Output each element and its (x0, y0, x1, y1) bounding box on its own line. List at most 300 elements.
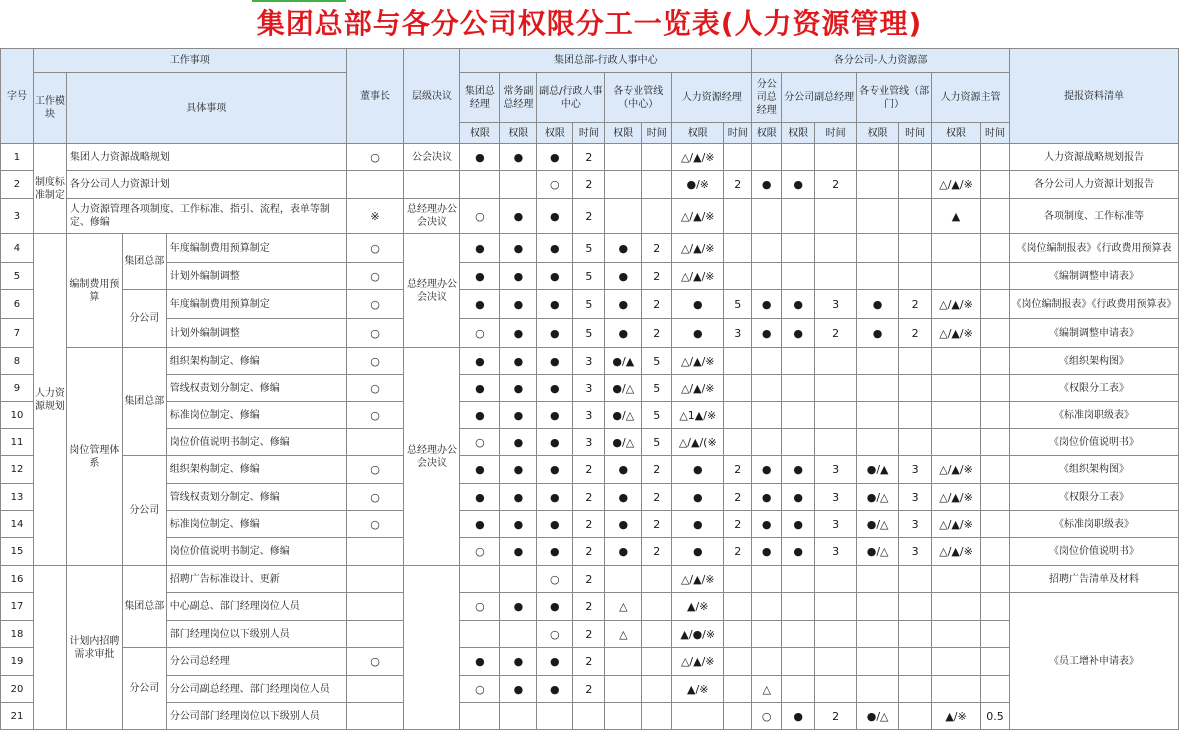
doc-list-cell: 《权限分工表》 (1010, 484, 1179, 511)
row-number: 18 (1, 621, 34, 648)
specific-item: 管线权责划分制定、修编 (166, 375, 346, 402)
cell-c1: ● (460, 402, 500, 429)
table-row (1, 511, 1179, 538)
cell-c9 (752, 566, 782, 593)
module-system-standards: 制度标准制定 (33, 144, 66, 234)
cell-c8 (724, 402, 752, 429)
cell-c15 (981, 319, 1010, 348)
cell-c14: △/▲/※ (932, 171, 981, 199)
cell-c11: 2 (815, 319, 857, 348)
cell-c5: ● (605, 234, 642, 263)
cell-c7: ● (672, 511, 724, 538)
cell-c2: ● (500, 290, 537, 319)
cell-c3: ● (537, 511, 573, 538)
level-resolution (404, 171, 460, 199)
cell-c15 (981, 648, 1010, 676)
specific-item: 集团人力资源战略规划 (66, 144, 346, 171)
org-branch-position: 分公司 (122, 456, 166, 566)
cell-c9 (752, 621, 782, 648)
cell-c7: ● (672, 319, 724, 348)
cell-c4: 2 (573, 621, 605, 648)
row-number: 11 (1, 429, 34, 456)
chairman-authority (346, 566, 404, 593)
cell-c1: ● (460, 456, 500, 484)
cell-c5: ● (605, 319, 642, 348)
cell-c6: 2 (642, 234, 672, 263)
cell-c3: ● (537, 199, 573, 234)
cell-c6 (642, 676, 672, 703)
cell-c13: 3 (899, 456, 932, 484)
cell-c10 (782, 676, 815, 703)
row-number: 20 (1, 676, 34, 703)
cell-c12 (857, 171, 899, 199)
cell-c6: 2 (642, 319, 672, 348)
cell-c5: ● (605, 263, 642, 290)
cell-c5: △ (605, 621, 642, 648)
cell-c8 (724, 566, 752, 593)
cell-c12 (857, 234, 899, 263)
cell-c10: ● (782, 456, 815, 484)
cell-c9: ● (752, 319, 782, 348)
cell-c7: ●/※ (672, 171, 724, 199)
cell-c7: ● (672, 290, 724, 319)
cell-c11 (815, 375, 857, 402)
cell-c3: ● (537, 290, 573, 319)
cell-c10 (782, 234, 815, 263)
cell-c7: ▲/※ (672, 676, 724, 703)
cell-c3: ● (537, 676, 573, 703)
cell-c5: ●/△ (605, 402, 642, 429)
cell-c6: 5 (642, 375, 672, 402)
header-authority: 权限 (782, 123, 815, 144)
cell-c13 (899, 263, 932, 290)
cell-c13 (899, 234, 932, 263)
cell-c10 (782, 402, 815, 429)
cell-c6 (642, 648, 672, 676)
cell-c11 (815, 566, 857, 593)
table-row (1, 593, 1179, 621)
cell-c7: △/▲/※ (672, 648, 724, 676)
cell-c8: 2 (724, 171, 752, 199)
cell-c13 (899, 199, 932, 234)
cell-c12 (857, 648, 899, 676)
header-authority: 权限 (857, 123, 899, 144)
doc-list-cell: 《权限分工表》 (1010, 375, 1179, 402)
cell-c3: ● (537, 456, 573, 484)
table-row (1, 456, 1179, 484)
table-row (1, 621, 1179, 648)
cell-c1: ● (460, 234, 500, 263)
chairman-authority (346, 676, 404, 703)
table-row (1, 703, 1179, 730)
cell-c5: ●/△ (605, 429, 642, 456)
row-number: 1 (1, 144, 34, 171)
chairman-authority: ○ (346, 375, 404, 402)
cell-c8 (724, 375, 752, 402)
cell-c1: ○ (460, 593, 500, 621)
cell-c6 (642, 566, 672, 593)
cell-c1: ○ (460, 199, 500, 234)
cell-c14 (932, 375, 981, 402)
cell-c9 (752, 263, 782, 290)
cell-c7: △/▲/※ (672, 566, 724, 593)
cell-c4: 2 (573, 199, 605, 234)
cell-c10 (782, 593, 815, 621)
cell-c8 (724, 676, 752, 703)
row-number: 3 (1, 199, 34, 234)
row-number: 21 (1, 703, 34, 730)
cell-c2: ● (500, 456, 537, 484)
cell-c5 (605, 171, 642, 199)
cell-c12 (857, 375, 899, 402)
cell-c13 (899, 144, 932, 171)
specific-item: 年度编制费用预算制定 (166, 290, 346, 319)
module-blank (33, 566, 66, 730)
header-time: 时间 (573, 123, 605, 144)
cell-c14 (932, 234, 981, 263)
table-row (1, 144, 1179, 171)
cell-c6 (642, 621, 672, 648)
cell-c15 (981, 593, 1010, 621)
cell-c4: 5 (573, 263, 605, 290)
specific-item: 分公司副总经理、部门经理岗位人员 (166, 676, 346, 703)
cell-c8: 2 (724, 511, 752, 538)
specific-item: 管线权责划分制定、修编 (166, 484, 346, 511)
chairman-authority: ○ (346, 144, 404, 171)
specific-item: 各分公司人力资源计划 (66, 171, 346, 199)
cell-c5: ● (605, 538, 642, 566)
cell-c4: 3 (573, 402, 605, 429)
cell-c10 (782, 375, 815, 402)
cell-c5: ● (605, 456, 642, 484)
cell-c13 (899, 703, 932, 730)
cell-c7: △/▲/※ (672, 144, 724, 171)
header-doc-list: 提报资料清单 (1010, 49, 1179, 144)
cell-c13 (899, 348, 932, 375)
cell-c9 (752, 648, 782, 676)
header-level-resolution: 层级决议 (404, 49, 460, 144)
cell-c2: ● (500, 319, 537, 348)
cell-c14: △/▲/※ (932, 511, 981, 538)
chairman-authority: ○ (346, 348, 404, 375)
cell-c3 (537, 703, 573, 730)
cell-c15 (981, 621, 1010, 648)
cell-c2: ● (500, 593, 537, 621)
header-seq: 字号 (1, 49, 34, 144)
cell-c10: ● (782, 319, 815, 348)
cell-c9 (752, 234, 782, 263)
cell-c8 (724, 144, 752, 171)
cell-c10 (782, 199, 815, 234)
row-number: 4 (1, 234, 34, 263)
cell-c9: ● (752, 538, 782, 566)
specific-item: 分公司总经理 (166, 648, 346, 676)
cell-c8 (724, 621, 752, 648)
cell-c6 (642, 199, 672, 234)
cell-c14: △/▲/※ (932, 456, 981, 484)
cell-c11: 3 (815, 290, 857, 319)
cell-c11 (815, 144, 857, 171)
cell-c1: ○ (460, 676, 500, 703)
row-number: 10 (1, 402, 34, 429)
table-row (1, 538, 1179, 566)
cell-c9: ○ (752, 703, 782, 730)
cell-c6 (642, 171, 672, 199)
chairman-authority: ○ (346, 234, 404, 263)
cell-c6: 2 (642, 511, 672, 538)
row-number: 8 (1, 348, 34, 375)
cell-c11 (815, 621, 857, 648)
cell-c13: 3 (899, 538, 932, 566)
cell-c5 (605, 648, 642, 676)
cell-c14: △/▲/※ (932, 319, 981, 348)
row-number: 14 (1, 511, 34, 538)
cell-c5 (605, 199, 642, 234)
cell-c5 (605, 703, 642, 730)
cell-c9: ● (752, 456, 782, 484)
specific-item: 计划外编制调整 (166, 319, 346, 348)
org-hq-budget: 集团总部 (122, 234, 166, 290)
cell-c15 (981, 199, 1010, 234)
cell-c2 (500, 171, 537, 199)
header-time: 时间 (899, 123, 932, 144)
header-time: 时间 (724, 123, 752, 144)
cell-c8 (724, 648, 752, 676)
cell-c7: △/▲/※ (672, 199, 724, 234)
cell-c14: ▲ (932, 199, 981, 234)
cell-c1: ● (460, 648, 500, 676)
cell-c15 (981, 263, 1010, 290)
cell-c7: ▲/※ (672, 593, 724, 621)
cell-c7: ▲/●/※ (672, 621, 724, 648)
cell-c15 (981, 144, 1010, 171)
specific-item: 分公司部门经理岗位以下级别人员 (166, 703, 346, 730)
cell-c4: 2 (573, 566, 605, 593)
cell-c4: 5 (573, 319, 605, 348)
cell-c7: ● (672, 484, 724, 511)
doc-list-cell: 《岗位价值说明书》 (1010, 429, 1179, 456)
chairman-authority: ○ (346, 456, 404, 484)
cell-c14 (932, 566, 981, 593)
cell-c15: 0.5 (981, 703, 1010, 730)
cell-c14 (932, 429, 981, 456)
cell-c1: ○ (460, 319, 500, 348)
cell-c9: ● (752, 290, 782, 319)
cell-c4: 2 (573, 144, 605, 171)
header-branch-deputy: 分公司副总经理 (782, 73, 857, 123)
cell-c6: 5 (642, 429, 672, 456)
cell-c12: ●/▲ (857, 456, 899, 484)
level-resolution: 总经理办公会决议 (404, 234, 460, 348)
cell-c2: ● (500, 144, 537, 171)
cell-c4: 2 (573, 171, 605, 199)
header-branch-gm: 分公司总经理 (752, 73, 782, 123)
cell-c1: ○ (460, 538, 500, 566)
cell-c15 (981, 375, 1010, 402)
cell-c10: ● (782, 511, 815, 538)
cell-c4: 3 (573, 348, 605, 375)
chairman-authority: ○ (346, 263, 404, 290)
specific-item: 中心副总、部门经理岗位人员 (166, 593, 346, 621)
cell-c11 (815, 348, 857, 375)
cell-c14 (932, 263, 981, 290)
cell-c6 (642, 703, 672, 730)
cell-c6: 5 (642, 402, 672, 429)
chairman-authority: ○ (346, 319, 404, 348)
cell-c7: △/▲/※ (672, 375, 724, 402)
header-branch-dept-mgmt: 各专业管线（部门） (857, 73, 932, 123)
header-authority: 权限 (932, 123, 981, 144)
cell-c8: 2 (724, 538, 752, 566)
cell-c11 (815, 429, 857, 456)
cell-c11: 3 (815, 484, 857, 511)
cell-c12: ● (857, 319, 899, 348)
cell-c9 (752, 402, 782, 429)
cell-c7 (672, 703, 724, 730)
header-chairman: 董事长 (346, 49, 404, 144)
header-specific: 具体事项 (66, 73, 346, 144)
cell-c14 (932, 348, 981, 375)
cell-c9 (752, 593, 782, 621)
table-row (1, 263, 1179, 290)
specific-item: 人力资源管理各项制度、工作标准、指引、流程，表单等制定、修编 (66, 199, 346, 234)
cell-c10 (782, 144, 815, 171)
table-row (1, 566, 1179, 593)
cell-c9 (752, 375, 782, 402)
cell-c1: ● (460, 144, 500, 171)
cell-c15 (981, 290, 1010, 319)
specific-item: 标准岗位制定、修编 (166, 511, 346, 538)
cell-c4: 3 (573, 375, 605, 402)
cell-c15 (981, 234, 1010, 263)
cell-c14 (932, 144, 981, 171)
cell-c13: 2 (899, 290, 932, 319)
specific-item: 岗位价值说明书制定、修编 (166, 429, 346, 456)
cell-c3: ● (537, 538, 573, 566)
row-number: 2 (1, 171, 34, 199)
cell-c1: ● (460, 348, 500, 375)
cell-c2: ● (500, 402, 537, 429)
cell-c9 (752, 348, 782, 375)
header-authority: 权限 (537, 123, 573, 144)
cell-c14 (932, 402, 981, 429)
level-resolution (404, 566, 460, 730)
cell-c4: 2 (573, 538, 605, 566)
table-row (1, 402, 1179, 429)
cell-c6 (642, 593, 672, 621)
cell-c6: 2 (642, 538, 672, 566)
cell-c11 (815, 402, 857, 429)
cell-c1 (460, 171, 500, 199)
cell-c11 (815, 234, 857, 263)
specific-item: 计划外编制调整 (166, 263, 346, 290)
cell-c15 (981, 484, 1010, 511)
specific-item: 年度编制费用预算制定 (166, 234, 346, 263)
table-row (1, 648, 1179, 676)
cell-c6: 2 (642, 456, 672, 484)
cell-c9: ● (752, 511, 782, 538)
cell-c5: ● (605, 511, 642, 538)
cell-c10 (782, 648, 815, 676)
specific-item: 招聘广告标准设计、更新 (166, 566, 346, 593)
org-branch-budget: 分公司 (122, 290, 166, 348)
cell-c4: 2 (573, 511, 605, 538)
cell-c4: 5 (573, 290, 605, 319)
cell-c13 (899, 566, 932, 593)
cell-c8 (724, 199, 752, 234)
doc-list-cell: 《标准岗职级表》 (1010, 402, 1179, 429)
cell-c8 (724, 429, 752, 456)
specific-item: 岗位价值说明书制定、修编 (166, 538, 346, 566)
module-hr-planning: 人力资源规划 (33, 234, 66, 566)
cell-c13: 3 (899, 511, 932, 538)
cell-c12: ●/△ (857, 484, 899, 511)
cell-c14: △/▲/※ (932, 484, 981, 511)
row-number: 19 (1, 648, 34, 676)
header-authority: 权限 (672, 123, 724, 144)
cell-c9: ● (752, 484, 782, 511)
chairman-authority: ※ (346, 199, 404, 234)
cell-c2: ● (500, 375, 537, 402)
table-row (1, 234, 1179, 263)
cell-c9: ● (752, 171, 782, 199)
cell-c15 (981, 171, 1010, 199)
cell-c12 (857, 676, 899, 703)
cell-c13: 3 (899, 484, 932, 511)
cell-c3: ● (537, 429, 573, 456)
cell-c8: 3 (724, 319, 752, 348)
cell-c5 (605, 566, 642, 593)
cell-c3: ● (537, 402, 573, 429)
chairman-authority: ○ (346, 402, 404, 429)
cell-c10: ● (782, 290, 815, 319)
doc-list-cell: 《标准岗职级表》 (1010, 511, 1179, 538)
cell-c13: 2 (899, 319, 932, 348)
cell-c11: 3 (815, 511, 857, 538)
cell-c10 (782, 348, 815, 375)
header-authority: 权限 (605, 123, 642, 144)
cell-c2: ● (500, 648, 537, 676)
cell-c8: 5 (724, 290, 752, 319)
cell-c7: ● (672, 538, 724, 566)
cell-c1 (460, 621, 500, 648)
cell-c12 (857, 593, 899, 621)
doc-list-cell: 人力资源战略规划报告 (1010, 144, 1179, 171)
cell-c3: ● (537, 348, 573, 375)
table-row (1, 676, 1179, 703)
cell-c12 (857, 144, 899, 171)
table-row (1, 171, 1179, 199)
cell-c3: ● (537, 375, 573, 402)
cell-c14: △/▲/※ (932, 538, 981, 566)
cell-c1 (460, 566, 500, 593)
cell-c3: ● (537, 234, 573, 263)
row-number: 5 (1, 263, 34, 290)
cell-c13 (899, 429, 932, 456)
table-row (1, 319, 1179, 348)
chairman-authority: ○ (346, 290, 404, 319)
cell-c2 (500, 621, 537, 648)
chairman-authority (346, 703, 404, 730)
cell-c3: ○ (537, 621, 573, 648)
row-number: 6 (1, 290, 34, 319)
cell-c10: ● (782, 484, 815, 511)
cell-c11: 2 (815, 171, 857, 199)
cell-c10 (782, 429, 815, 456)
cell-c8: 2 (724, 484, 752, 511)
chairman-authority: ○ (346, 484, 404, 511)
cell-c9: △ (752, 676, 782, 703)
